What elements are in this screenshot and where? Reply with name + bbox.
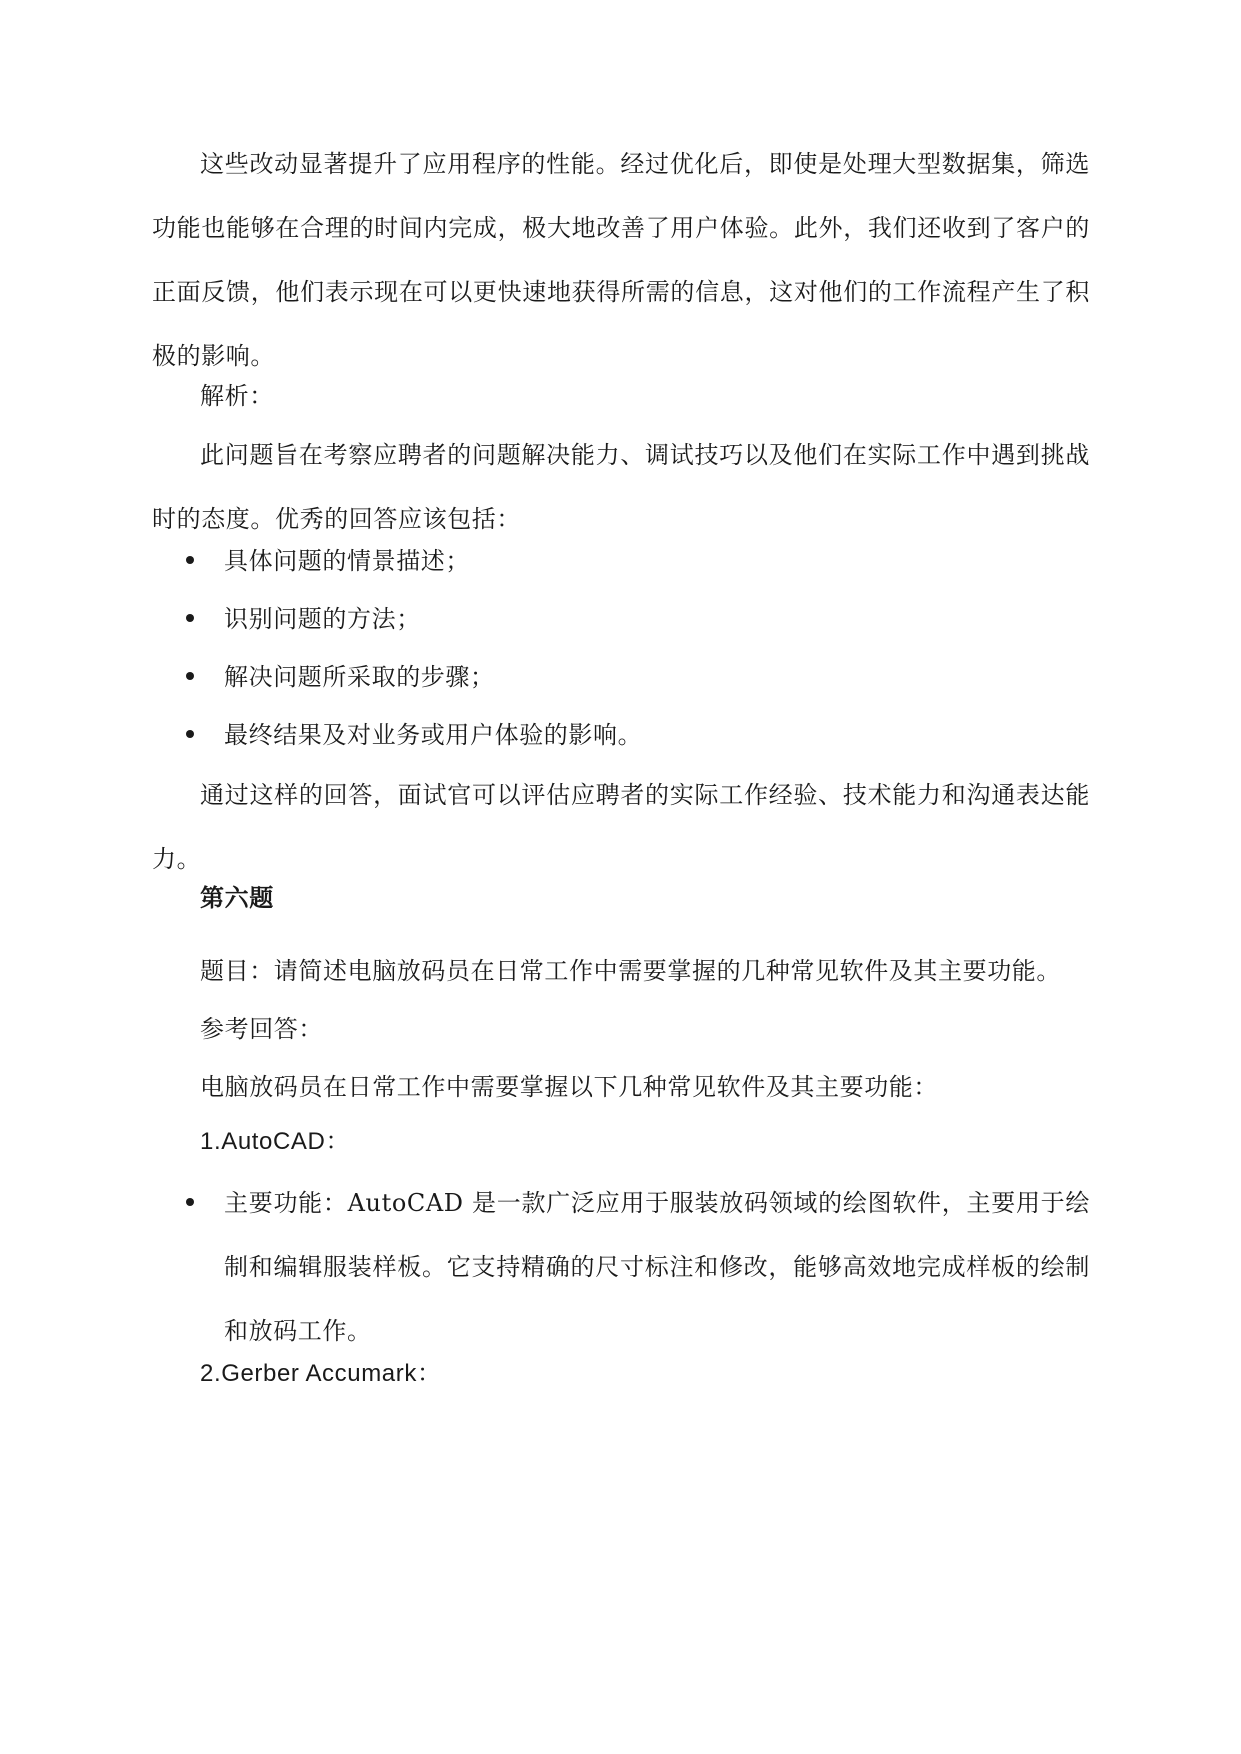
paragraph-evaluation: 通过这样的回答，面试官可以评估应聘者的实际工作经验、技术能力和沟通表达能力。 [152,781,1090,873]
list-item-text: 识别问题的方法； [224,605,421,633]
reference-label: 参考回答： [200,1015,323,1043]
paragraph-analysis: 此问题旨在考察应聘者的问题解决能力、调试技巧以及他们在实际工作中遇到挑战时的态度。优秀的回答应该包括： [152,441,1090,533]
paragraph-performance: 这些改动显著提升了应用程序的性能。经过优化后，即使是处理大型数据集，筛选功能也能够在合理的时间内完成，极大地改善了用户体验。此外，我们还收到了客户的正面反馈，他们表示现在可以更快速地获得所需的信息，这对他们的工作流程产生了积极的影响。 [152,150,1090,370]
analysis-label: 解析： [200,382,274,410]
question-text: 题目：请简述电脑放码员在日常工作中需要掌握的几种常见软件及其主要功能。 [200,957,1061,985]
item-title-gerber: 2.Gerber Accumark： [200,1360,442,1387]
autocad-detail: 主要功能：AutoCAD 是一款广泛应用于服装放码领域的绘图软件，主要用于绘制和编辑服装样板。它支持精确的尺寸标注和修改，能够高效地完成样板的绘制和放码工作。 [224,1189,1090,1345]
question-heading: 第六题 [200,883,274,912]
list-item-text: 解决问题所采取的步骤； [224,663,495,691]
bullet-icon [186,672,194,680]
item-title-autocad: 1.AutoCAD： [200,1128,351,1155]
list-item-text: 最终结果及对业务或用户体验的影响。 [224,721,643,749]
bullet-icon [186,730,194,738]
bullet-icon [186,614,194,622]
intro-text: 电脑放码员在日常工作中需要掌握以下几种常见软件及其主要功能： [200,1073,938,1101]
bullet-icon [186,1198,194,1206]
list-item-text: 具体问题的情景描述； [224,547,470,575]
bullet-icon [186,556,194,564]
